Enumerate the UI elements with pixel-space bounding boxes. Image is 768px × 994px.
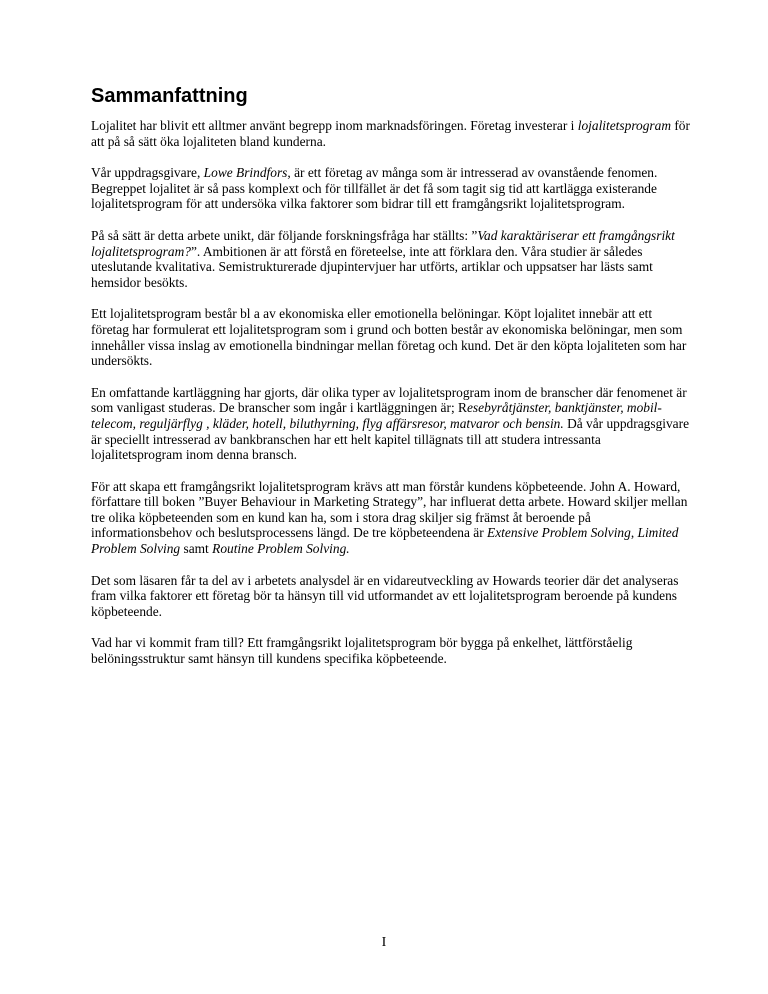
text-run: samt: [180, 541, 213, 557]
text-run: ,: [630, 525, 638, 541]
text-run: För att skapa ett framgångsrikt lojalitetsprogram krävs att man förstår kundens köpbeteende. John A. Howard, författare till boken ”Buyer Behaviour in Marketing Strategy”, har influerat detta arbete. Howard skiljer mellan tre olika köpbeteenden som en kund kan ha, som i stora drag skiljer sig främst åt beroende på informationsbehov och beslutsprocessens längd. De tre köpbeteendena är: [91, 478, 688, 541]
page-number: I: [381, 935, 387, 950]
paragraph-definition: [91, 306, 691, 368]
paragraph-research-question: [91, 228, 691, 290]
italic-run: Vad karaktäriserar ett framgångsrikt lojalitetsprogram?: [91, 227, 675, 259]
italic-run: Lowe Brindfors: [203, 165, 288, 181]
text-run: ”. Ambitionen är att förstå en företeelse, inte att förklara den. Våra studier är således uteslutande kvalitativa. Semistrukturerade djupintervjuer har utförts, artiklar och uppsatser har lästs samt hemsidor besökts.: [91, 243, 653, 290]
text-run: Vad har vi kommit fram till? Ett framgångsrikt lojalitetsprogram bör bygga på enkelhet, lättförståelig belöningsstruktur samt hänsyn till kundens specifika köpbeteende.: [91, 635, 633, 667]
section-title: Sammanfattning: [91, 85, 248, 107]
paragraph-survey: [91, 385, 691, 463]
text-run: för att på så sätt öka lojaliteten bland kunderna.: [91, 118, 690, 149]
paragraph-intro: [91, 118, 691, 149]
italic-run: Extensive Problem Solving: [487, 525, 631, 541]
document-page: [91, 84, 691, 683]
text-run: Det som läsaren får ta del av i arbetets analysdel är en vidareutveckling av Howards teorier där det analyseras fram vilka faktorer ett företag bör ta hänsyn till vid utformandet av ett lojalitetsprogram beroende på kundens köpbeteende.: [91, 572, 679, 619]
italic-run: esebyråtjänster, banktjänster, mobil-telecom, reguljärflyg , kläder, hotell, biluthyrning, flyg affärsresor, matvaror och bensin.: [91, 400, 662, 431]
paragraph-analysis: [91, 573, 691, 620]
paragraph-client: [91, 165, 691, 212]
italic-run: Routine Problem Solving.: [212, 541, 350, 557]
paragraph-howard: [91, 479, 691, 557]
text-run: Då vår uppdragsgivare är speciellt intresserad av bankbranschen har ett helt kapitel tillägnats till att studera intressanta lojalitetsprogram inom denna bransch.: [91, 415, 690, 463]
italic-run: lojalitetsprogram: [577, 118, 671, 133]
text-run: Vår uppdragsgivare,: [91, 165, 204, 181]
text-run: Lojalitet har blivit ett alltmer använt begrepp inom marknadsföringen. Företag investerar i: [91, 118, 578, 133]
italic-run: Limited Problem Solving: [91, 525, 679, 557]
text-run: , är ett företag av många som är intresserad av ovanstående fenomen. Begreppet lojalitet är så pass komplext och för tillfället är det få som tagit sig tid att kartlägga existerande lojalitetsprogram för att undersöka vilka faktorer som bidrar till ett framgångsrikt lojalitetsprogram.: [91, 165, 658, 212]
text-run: Ett lojalitetsprogram består bl a av ekonomiska eller emotionella belöningar. Köpt lojalitet innebär att ett företag har formulerat ett lojalitetsprogram som i grund och botten består av ekonomiska belöningar, men som innehåller vissa inslag av emotionella bindningar mellan företag och kund. Det är den köpta lojaliteten som har undersökts.: [91, 306, 687, 369]
paragraph-conclusion: [91, 635, 691, 666]
text-run: En omfattande kartläggning har gjorts, där olika typer av lojalitetsprogram inom de branscher där fenomenet är som vanligast studeras. De branscher som ingår i kartläggningen är; R: [91, 384, 687, 416]
text-run: På så sätt är detta arbete unikt, där följande forskningsfråga har ställts: ”: [91, 227, 478, 243]
